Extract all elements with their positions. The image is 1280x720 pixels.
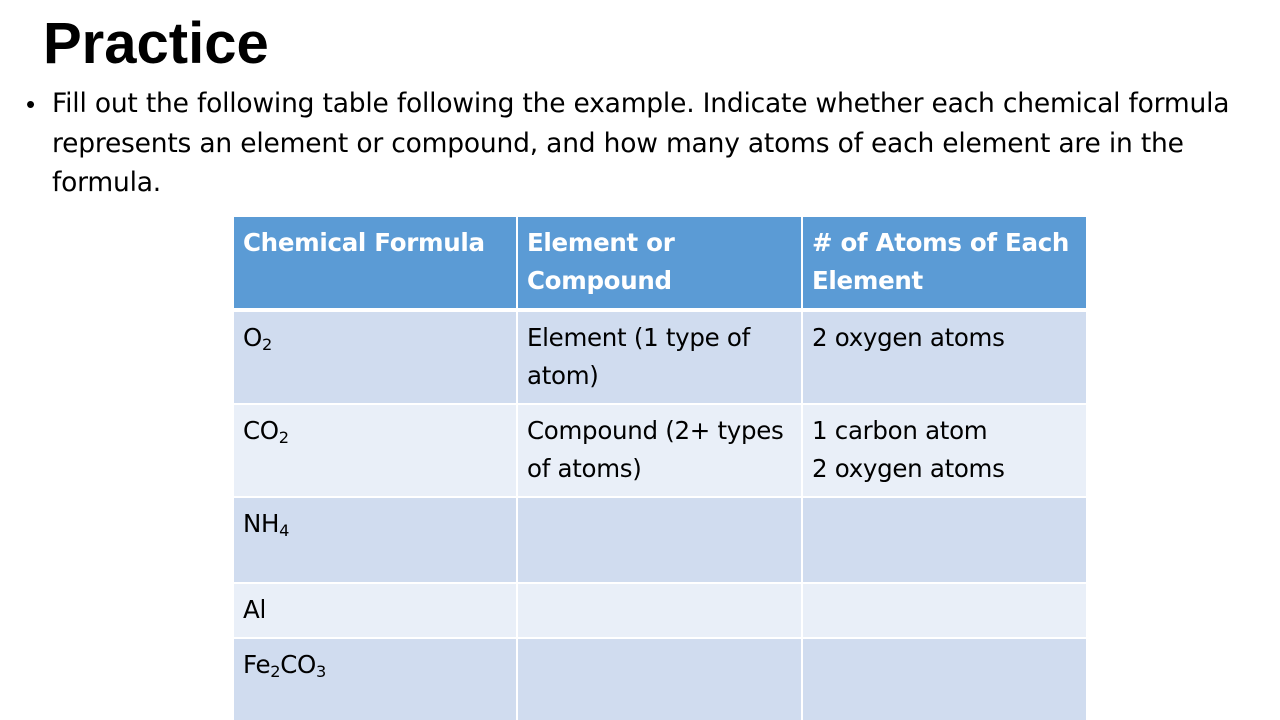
- atoms-cell[interactable]: [802, 638, 1087, 720]
- table-header-row: [233, 216, 1087, 310]
- type-cell[interactable]: [517, 497, 802, 583]
- formula-cell[interactable]: [233, 497, 517, 583]
- formula-cell[interactable]: [233, 404, 517, 497]
- formula-symbol: O: [243, 323, 262, 352]
- practice-table: [232, 215, 1088, 720]
- formula-cell[interactable]: [233, 583, 517, 638]
- formula-subscript: 2: [270, 662, 281, 681]
- instruction-text: Fill out the following table following the example. Indicate whether each chemical formula represents an element or compound, and how many atoms of each element are in the formula.: [52, 88, 1230, 198]
- table-row: [233, 310, 1087, 404]
- atom-count-line: 2 oxygen atoms: [812, 454, 1005, 483]
- atom-count-line: 2 oxygen atoms: [812, 323, 1005, 352]
- slide-title: Practice: [43, 11, 269, 76]
- header-atoms-of-each-element: # of Atoms of Each Element: [802, 216, 1087, 310]
- formula-subscript: 3: [316, 662, 326, 681]
- formula-symbol: Fe: [243, 650, 271, 679]
- formula-subscript: 2: [278, 428, 289, 447]
- formula-symbol: NH: [243, 509, 280, 538]
- type-cell[interactable]: [517, 638, 802, 720]
- table-row: [233, 583, 1087, 638]
- formula-symbol: CO: [280, 650, 317, 679]
- formula-subscript: 2: [261, 335, 272, 354]
- formula-subscript: 4: [279, 521, 290, 540]
- table-row: [233, 638, 1087, 720]
- type-cell[interactable]: Element (1 type of atom): [517, 310, 802, 404]
- table-row: [233, 404, 1087, 497]
- formula-cell[interactable]: [233, 638, 517, 720]
- type-cell[interactable]: Compound (2+ types of atoms): [517, 404, 802, 497]
- formula-symbol: Al: [243, 595, 266, 624]
- bullet-marker: •: [26, 89, 36, 119]
- atoms-cell[interactable]: [802, 583, 1087, 638]
- instruction-bullet: [24, 84, 1234, 203]
- type-cell[interactable]: [517, 583, 802, 638]
- atoms-cell[interactable]: [802, 404, 1087, 497]
- atoms-cell[interactable]: [802, 497, 1087, 583]
- header-chemical-formula: Chemical Formula: [233, 216, 517, 310]
- atoms-cell[interactable]: [802, 310, 1087, 404]
- atom-count-line: 1 carbon atom: [812, 416, 988, 445]
- formula-symbol: CO: [243, 416, 279, 445]
- formula-cell[interactable]: [233, 310, 517, 404]
- header-element-or-compound: Element or Compound: [517, 216, 802, 310]
- table-row: [233, 497, 1087, 583]
